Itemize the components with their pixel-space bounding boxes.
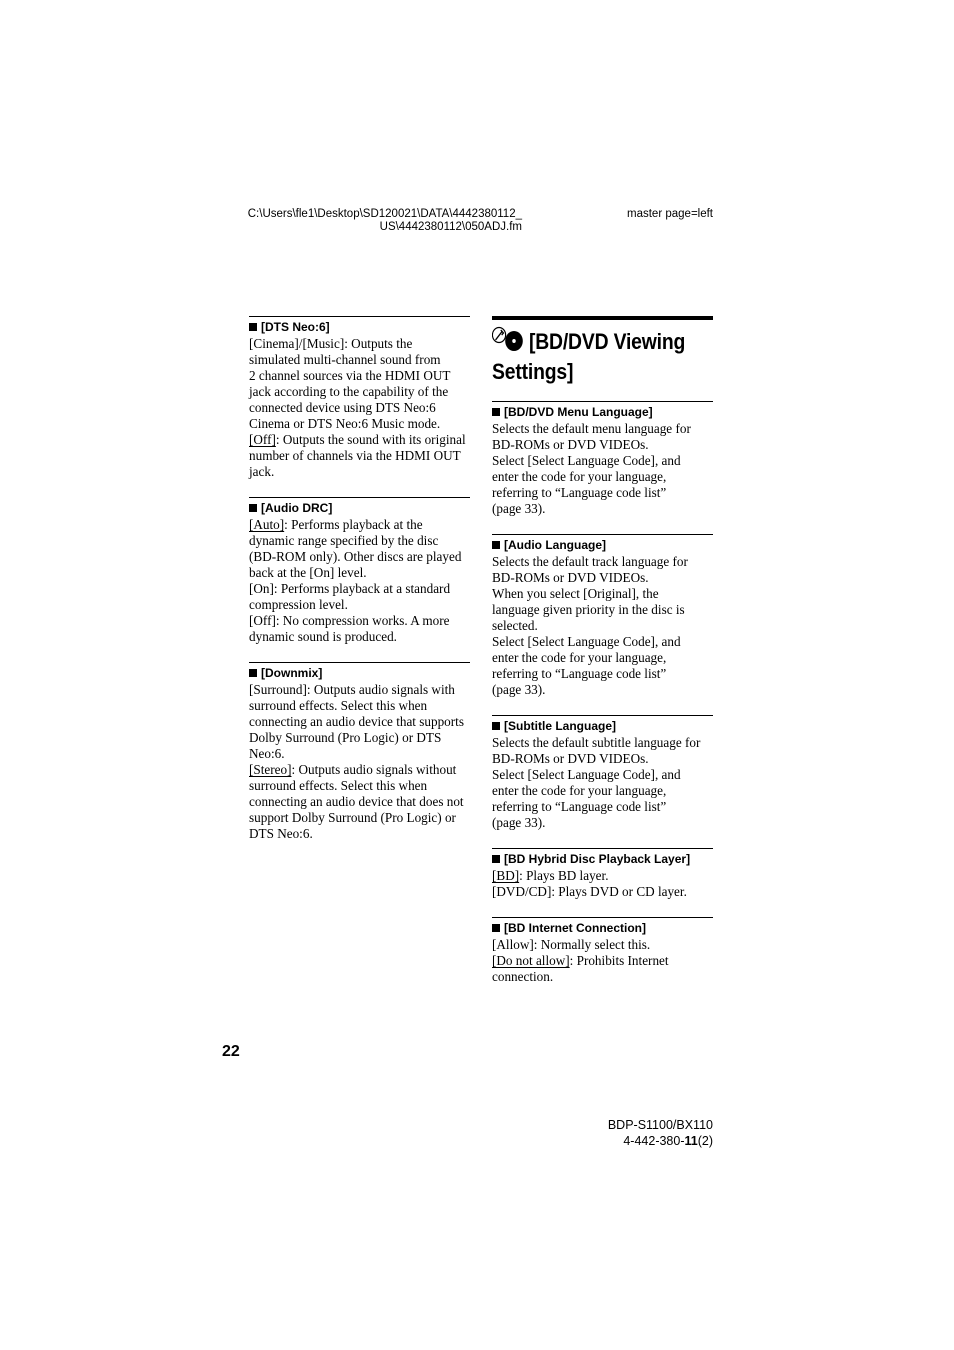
section-heading: [Subtitle Language]: [492, 719, 713, 734]
body-line: connection.: [492, 969, 554, 984]
square-bullet-icon: [249, 323, 257, 331]
settings-tool-disc-icon: [492, 326, 527, 358]
default-option: [Stereo]: [249, 762, 292, 777]
body-line: [Cinema]/[Music]: Outputs the: [249, 336, 413, 351]
section-menu-language: [492, 402, 713, 517]
section-internet-connection: [492, 917, 713, 985]
body-line: simulated multi-channel sound from: [249, 352, 441, 367]
body-line: enter the code for your language,: [492, 650, 667, 665]
section-heading: [BD Hybrid Disc Playback Layer]: [492, 852, 713, 867]
body-line: Cinema or DTS Neo:6 Music mode.: [249, 416, 441, 431]
body-line: Select [Select Language Code], and: [492, 453, 681, 468]
body-line: [On]: Performs playback at a standard: [249, 581, 451, 596]
body-line: BD-ROMs or DVD VIDEOs.: [492, 570, 649, 585]
chapter-title-block: [492, 316, 713, 402]
chapter-title-line-2: Settings]: [492, 359, 574, 384]
body-line: Dolby Surround (Pro Logic) or DTS: [249, 730, 442, 745]
body-line: dynamic range specified by the disc: [249, 533, 439, 548]
default-option: [BD]: [492, 868, 520, 883]
body-line: BD-ROMs or DVD VIDEOs.: [492, 751, 649, 766]
chapter-title-line-1: [BD/DVD Viewing: [528, 329, 686, 354]
body-line: selected.: [492, 618, 538, 633]
body-line: Neo:6.: [249, 746, 285, 761]
section-heading: [Audio DRC]: [249, 501, 470, 516]
body-line: compression level.: [249, 597, 348, 612]
body-line: Selects the default menu language for: [492, 421, 691, 436]
body-line: When you select [Original], the: [492, 586, 659, 601]
right-column: [492, 316, 713, 1002]
body-line: Selects the default track language for: [492, 554, 688, 569]
body-line: [Stereo]: Outputs audio signals without: [249, 762, 457, 777]
body-line: surround effects. Select this when: [249, 778, 428, 793]
body-line: [Do not allow]: Prohibits Internet: [492, 953, 669, 968]
chapter-title: [492, 326, 712, 385]
body-line: jack.: [249, 464, 275, 479]
body-line: [BD]: Plays BD layer.: [492, 868, 609, 883]
body-line: (page 33).: [492, 815, 546, 830]
section-heading: [BD Internet Connection]: [492, 921, 713, 936]
body-line: BD-ROMs or DVD VIDEOs.: [492, 437, 649, 452]
body-line: [DVD/CD]: Plays DVD or CD layer.: [492, 884, 687, 899]
body-line: dynamic sound is produced.: [249, 629, 397, 644]
file-path-line-2: US\4442380112\050ADJ.fm: [379, 221, 522, 233]
square-bullet-icon: [492, 924, 500, 932]
body-line: connecting an audio device that does not: [249, 794, 464, 809]
section-heading: [Audio Language]: [492, 538, 713, 553]
body-line: Selects the default subtitle language for: [492, 735, 701, 750]
page-number: 22: [222, 1043, 240, 1060]
square-bullet-icon: [492, 408, 500, 416]
body-line: language given priority in the disc is: [492, 602, 685, 617]
body-line: back at the [On] level.: [249, 565, 367, 580]
body-line: DTS Neo:6.: [249, 826, 313, 841]
footer-model: BDP-S1100/BX110: [607, 1118, 713, 1132]
square-bullet-icon: [492, 855, 500, 863]
body-line: [Off]: Outputs the sound with its original: [249, 432, 466, 447]
body-line: [Auto]: Performs playback at the: [249, 517, 423, 532]
section-dts-neo6: [249, 316, 470, 480]
body-line: jack according to the capability of the: [249, 384, 449, 399]
section-subtitle-language: [492, 715, 713, 831]
section-audio-language: [492, 534, 713, 698]
section-heading: [Downmix]: [249, 666, 470, 681]
square-bullet-icon: [492, 722, 500, 730]
default-option: [Do not allow]: [492, 953, 570, 968]
body-line: [Off]: No compression works. A more: [249, 613, 450, 628]
body-line: [Allow]: Normally select this.: [492, 937, 651, 952]
body-line: connecting an audio device that supports: [249, 714, 464, 729]
body-line: connected device using DTS Neo:6: [249, 400, 436, 415]
section-downmix: [249, 662, 470, 842]
file-path-header: [240, 208, 522, 234]
body-line: (page 33).: [492, 682, 546, 697]
body-line: Select [Select Language Code], and: [492, 767, 681, 782]
body-line: number of channels via the HDMI OUT: [249, 448, 461, 463]
body-line: enter the code for your language,: [492, 783, 667, 798]
body-line: (page 33).: [492, 501, 546, 516]
body-line: Select [Select Language Code], and: [492, 634, 681, 649]
file-path-line-1: C:\Users\fle1\Desktop\SD120021\DATA\4442380112_: [247, 208, 522, 220]
body-line: referring to “Language code list”: [492, 799, 667, 814]
square-bullet-icon: [249, 504, 257, 512]
section-hybrid-disc: [492, 848, 713, 900]
master-page-label: master page=left: [627, 208, 713, 220]
body-line: referring to “Language code list”: [492, 485, 667, 500]
square-bullet-icon: [249, 669, 257, 677]
default-option: [Auto]: [249, 517, 285, 532]
default-option: [Off]: [249, 432, 276, 447]
left-column: [249, 316, 470, 859]
footer-code: 4-442-380-11(2): [623, 1134, 713, 1148]
section-heading: [DTS Neo:6]: [249, 320, 470, 335]
square-bullet-icon: [492, 541, 500, 549]
section-heading: [BD/DVD Menu Language]: [492, 405, 713, 420]
body-line: (BD-ROM only). Other discs are played: [249, 549, 462, 564]
body-line: support Dolby Surround (Pro Logic) or: [249, 810, 456, 825]
body-line: referring to “Language code list”: [492, 666, 667, 681]
body-line: 2 channel sources via the HDMI OUT: [249, 368, 451, 383]
section-audio-drc: [249, 497, 470, 645]
body-line: enter the code for your language,: [492, 469, 667, 484]
body-line: surround effects. Select this when: [249, 698, 428, 713]
body-line: [Surround]: Outputs audio signals with: [249, 682, 455, 697]
